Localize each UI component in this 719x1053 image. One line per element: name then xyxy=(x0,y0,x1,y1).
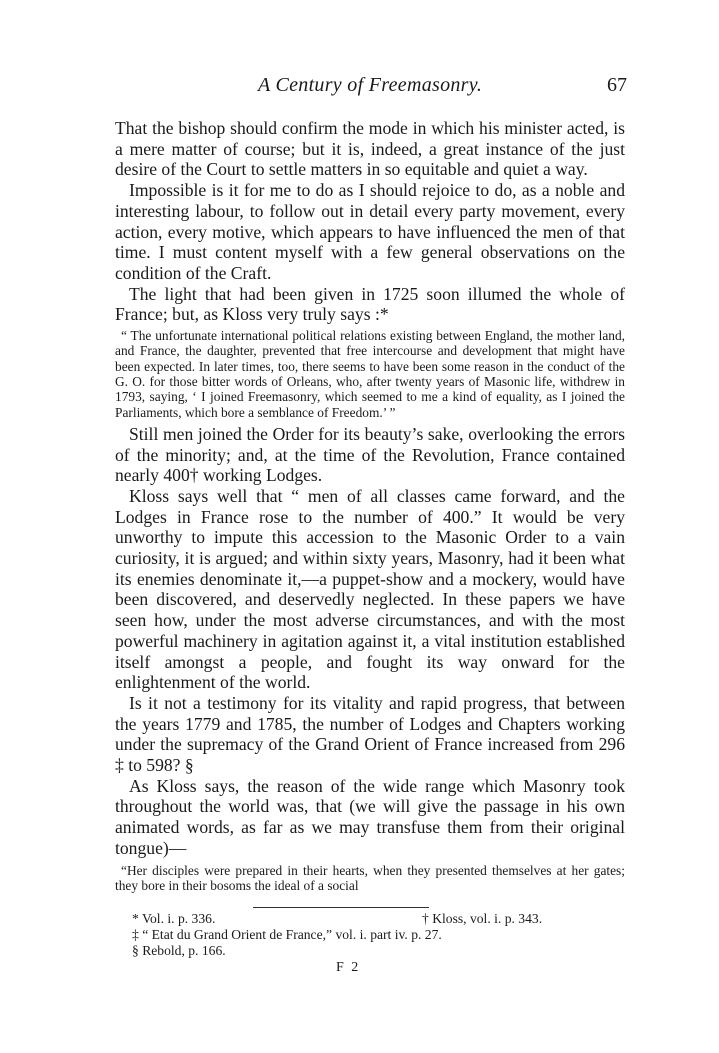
footnote-row xyxy=(132,911,582,927)
paragraph-6: Is it not a testimony for its vitality and rapid progress, that between the years 1779 and 1785, the number of Lodges and Chapters working under the supremacy of the Grand Orient of France increased from 296 ‡ to 598? § xyxy=(115,692,625,776)
paragraph-5: Kloss says well that “ men of all classes came forward, and the Lodges in France rose to the number of 400.” It would be very unworthy to impute this accession to the Masonic Order to a vain curiosity, it is argued; and within sixty years, Masonry, had it been what its enemies denominate it,—a puppet-show and a mockery, would have been discovered, and deservedly neglected. In these papers we have seen how, under the most adverse circumstances, and with the most powerful machinery in agitation against it, a vital institution established itself amongst a people, and fought its way onward for the enlightenment of the world. xyxy=(115,485,625,693)
paragraph-3: The light that had been given in 1725 soon illumed the whole of France; but, as Kloss very truly says :* xyxy=(115,283,625,325)
page-number: 67 xyxy=(607,74,627,96)
footnote-2: † Kloss, vol. i. p. 343. xyxy=(422,911,543,926)
running-title: A Century of Freemasonry. xyxy=(258,74,483,96)
footnotes xyxy=(132,911,582,958)
block-quote-disciples: “Her disciples were prepared in their hearts, when they presented themselves at her gates; they bore in their bosoms the ideal of a social xyxy=(115,862,625,893)
paragraph-7: As Kloss says, the reason of the wide range which Masonry took throughout the world was, that (we will give the passage in his own animated words, as far as we may transfuse them from their original tongue)— xyxy=(115,775,625,858)
body-text xyxy=(115,118,625,893)
footnote-4: § Rebold, p. 166. xyxy=(132,942,226,958)
signature-mark: F 2 xyxy=(336,960,361,975)
paragraph-1: That the bishop should confirm the mode in which his minister acted, is a mere matter of course; but it is, indeed, a great instance of the just desire of the Court to settle matters in so equitable and quiet a way. xyxy=(115,118,625,180)
footnote-1: * Vol. i. p. 336. xyxy=(132,911,216,926)
paragraph-4: Still men joined the Order for its beauty’s sake, overlooking the errors of the minority; and, at the time of the Revolution, France contained nearly 400† working Lodges. xyxy=(115,423,625,486)
paragraph-2: Impossible is it for me to do as I should rejoice to do, as a noble and interesting labour, to follow out in detail every party movement, every action, every motive, which appears to have influenced the men of that time. I must content myself with a few general observations on the condition of the Craft. xyxy=(115,180,625,283)
running-header xyxy=(0,74,719,100)
footnote-rule xyxy=(253,907,429,908)
footnote-3: ‡ “ Etat du Grand Orient de France,” vol. i. part iv. p. 27. xyxy=(132,926,442,942)
block-quote-kloss: “ The unfortunate international political relations existing between England, the mother land, and France, the daughter, prevented that free intercourse and development that might have been expected. In later times, too, there seems to have been some reason in the conduct of the G. O. for those bitter words of Orleans, who, after twenty years of Masonic life, withdrew in 1793, saying, ‘ I joined Freemasonry, which seemed to me a kind of equality, as I joined the Parliaments, which bore a semblance of Freedom.’ ” xyxy=(115,328,625,420)
